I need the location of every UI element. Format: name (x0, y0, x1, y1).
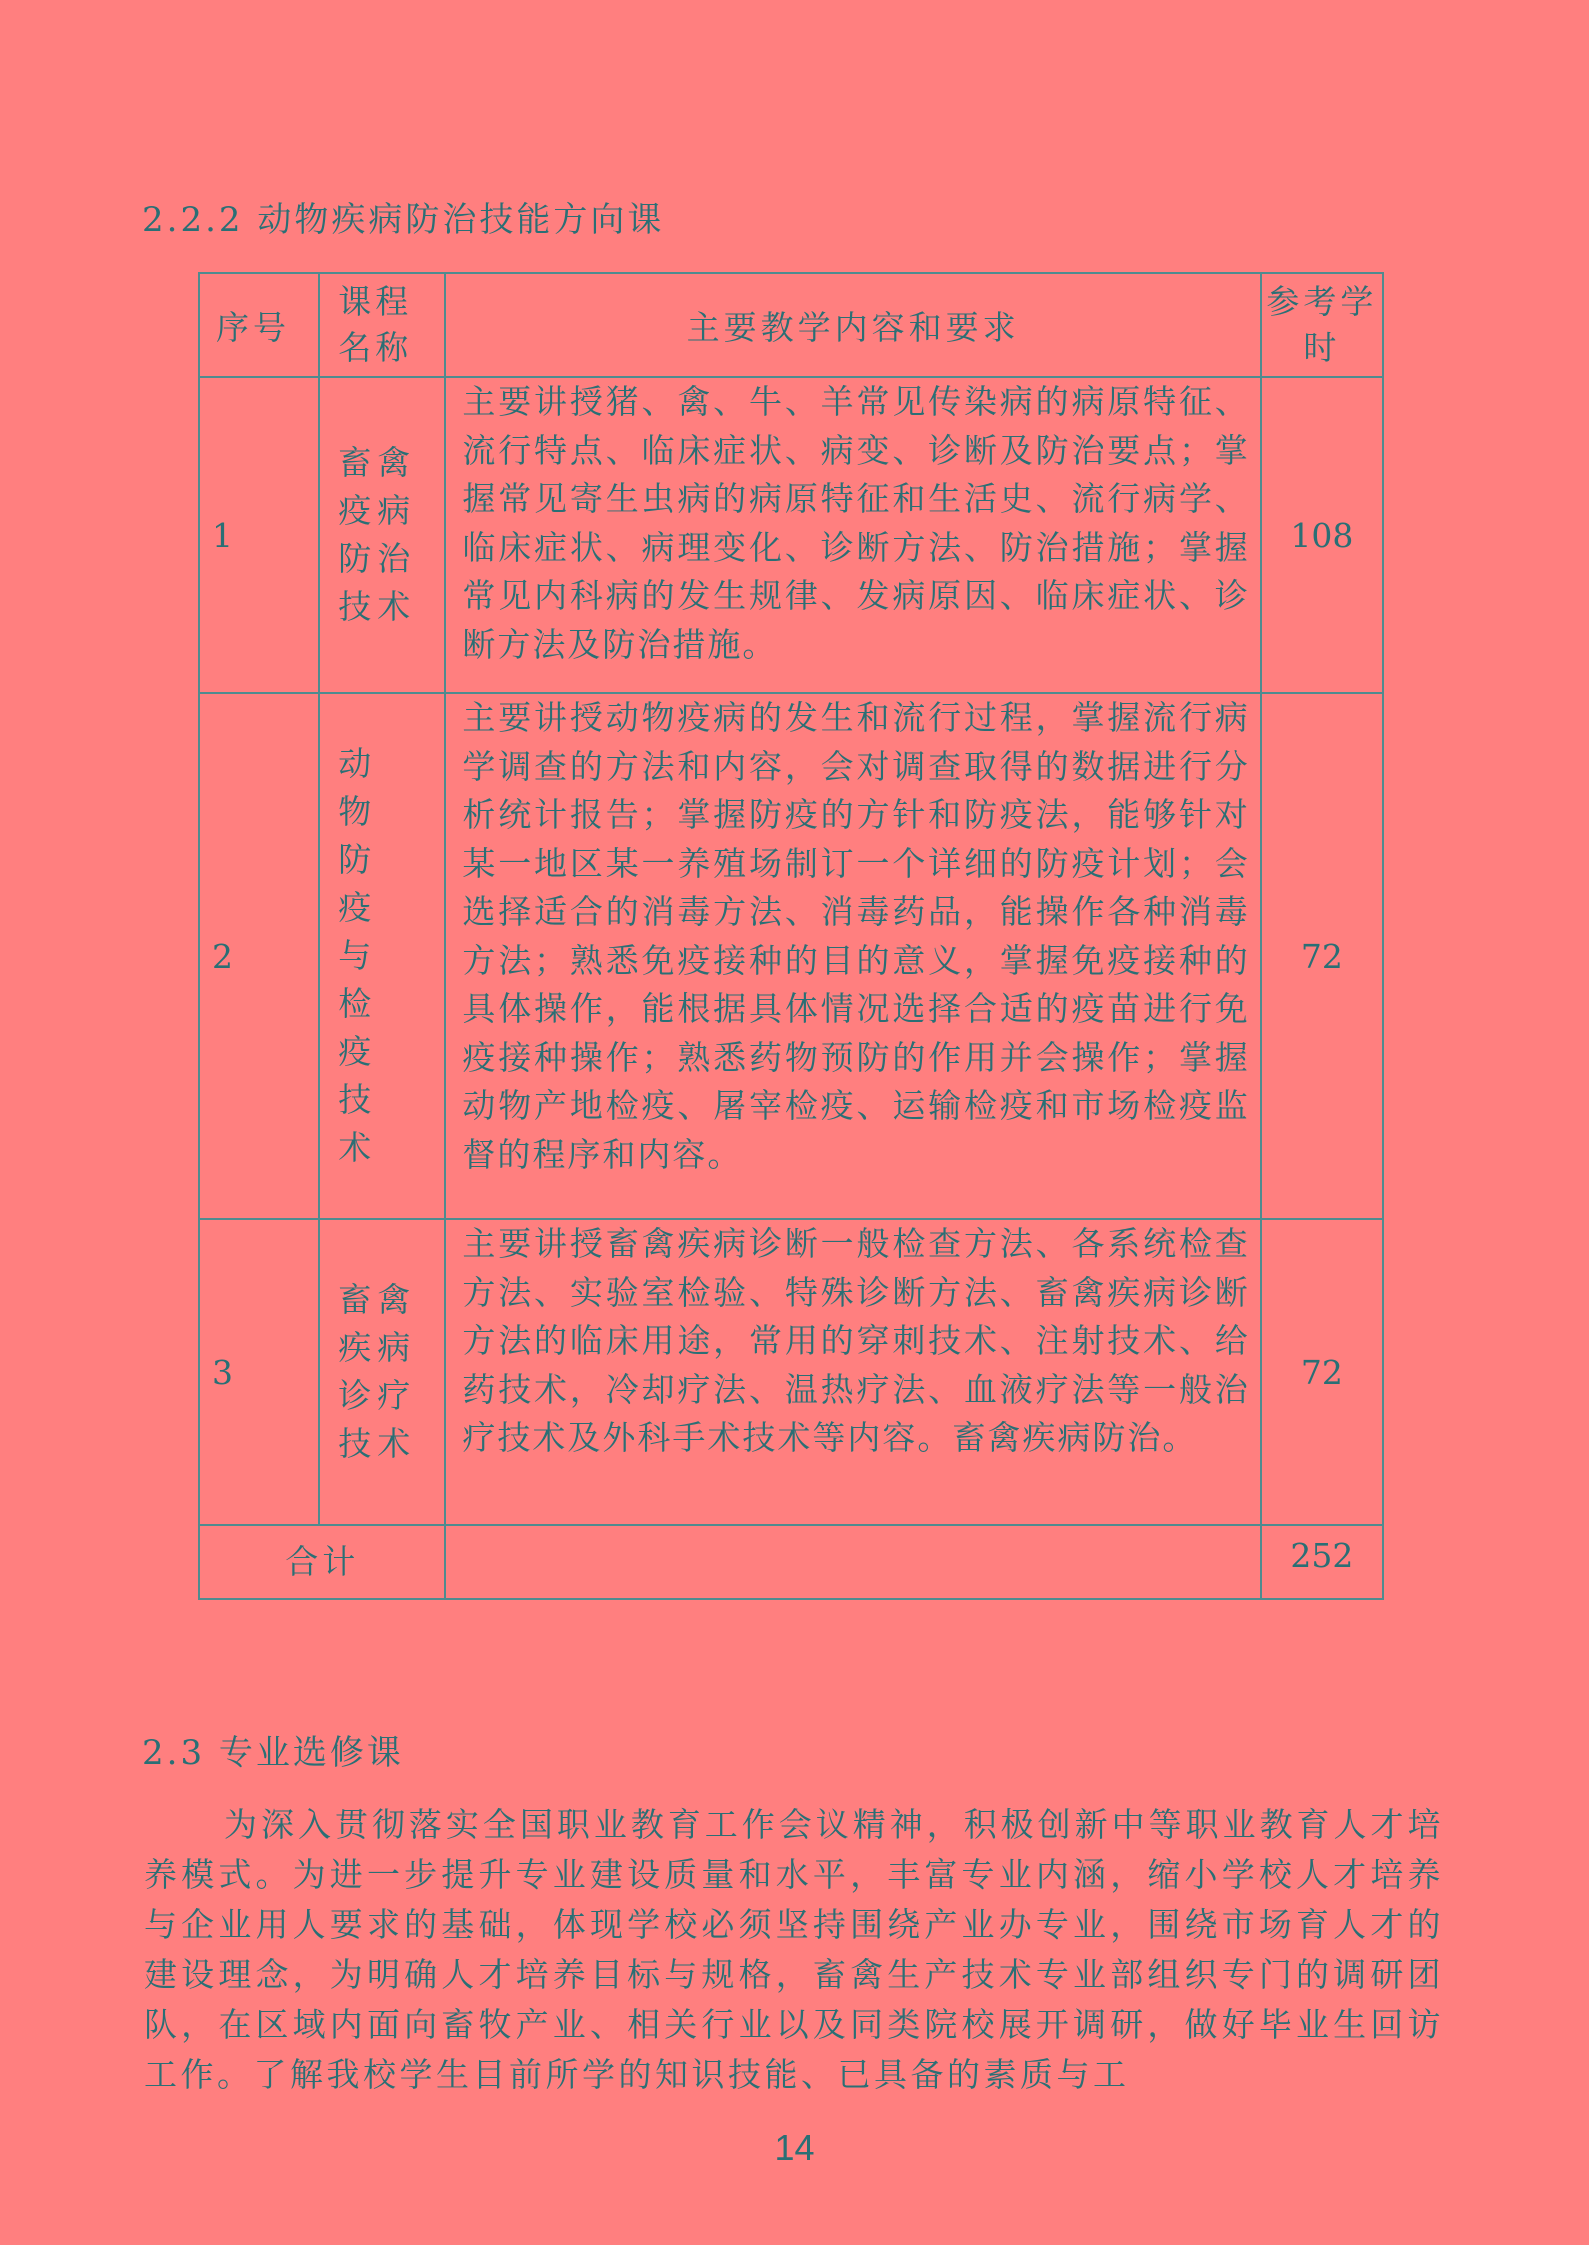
course-content: 主要讲授动物疫病的发生和流行过程，掌握流行病学调查的方法和内容，会对调查取得的数据进行分析统计报告；掌握防疫的方针和防疫法，能够针对某一地区某一养殖场制订一个详细的防疫计划；会选择适合的消毒方法、消毒药品，能操作各种消毒方法；熟悉免疫接种的目的意义，掌握免疫接种的具体操作，能根据具体情况选择合适的疫苗进行免疫接种操作；熟悉药物预防的作用并会操作；掌握动物产地检疫、屠宰检疫、运输检疫和市场检疫监督的程序和内容。 (445, 693, 1260, 1219)
header-no: 序号 (199, 273, 319, 377)
table-total-row (199, 1525, 1383, 1599)
row-no: 3 (199, 1219, 319, 1525)
course-hours: 72 (1261, 1219, 1383, 1525)
total-label: 合计 (199, 1525, 445, 1599)
course-name: 畜禽疫病防治技术 (319, 377, 445, 693)
body-paragraph: 为深入贯彻落实全国职业教育工作会议精神，积极创新中等职业教育人才培养模式。为进一步提升专业建设质量和水平，丰富专业内涵，缩小学校人才培养与企业用人要求的基础，体现学校必须坚持围绕产业办专业，围绕市场育人才的建设理念，为明确人才培养目标与规格，畜禽生产技术专业部组织专门的调研团队，在区域内面向畜牧产业、相关行业以及同类院校展开调研，做好毕业生回访工作。了解我校学生目前所学的知识技能、已具备的素质与工 (144, 1805, 1444, 2094)
total-hours: 252 (1261, 1525, 1383, 1599)
header-hours: 参考学时 (1261, 273, 1383, 377)
course-name-text: 动物防疫与检疫技术 (338, 744, 390, 1167)
course-content: 主要讲授猪、禽、牛、羊常见传染病的病原特征、流行特点、临床症状、病变、诊断及防治要点；掌握常见寄生虫病的病原特征和生活史、流行病学、临床症状、病理变化、诊断方法、防治措施；掌握常见内科病的发生规律、发病原因、临床症状、诊断方法及防治措施。 (445, 377, 1260, 693)
table-row (199, 1219, 1383, 1525)
table-row (199, 693, 1383, 1219)
course-hours: 108 (1261, 377, 1383, 693)
section-heading: 2.3 专业选修课 (142, 1733, 404, 1773)
header-name: 课程名称 (319, 273, 445, 377)
total-empty-cell (445, 1525, 1260, 1599)
row-no: 2 (199, 693, 319, 1219)
course-name: 畜禽疾病诊疗技术 (319, 1219, 445, 1525)
header-content: 主要教学内容和要求 (445, 273, 1260, 377)
page-number: 14 (774, 2127, 815, 2168)
row-no: 1 (199, 377, 319, 693)
course-name (319, 693, 445, 1219)
course-hours: 72 (1261, 693, 1383, 1219)
course-content: 主要讲授畜禽疾病诊断一般检查方法、各系统检查方法、实验室检验、特殊诊断方法、畜禽疾病诊断方法的临床用途，常用的穿刺技术、注射技术、给药技术，冷却疗法、温热疗法、血液疗法等一般治疗技术及外科手术技术等内容。畜禽疾病防治。 (445, 1219, 1260, 1525)
table-row (199, 377, 1383, 693)
table-header-row (199, 273, 1383, 377)
section-heading: 2.2.2 动物疾病防治技能方向课 (142, 200, 665, 240)
course-table (198, 272, 1384, 1600)
